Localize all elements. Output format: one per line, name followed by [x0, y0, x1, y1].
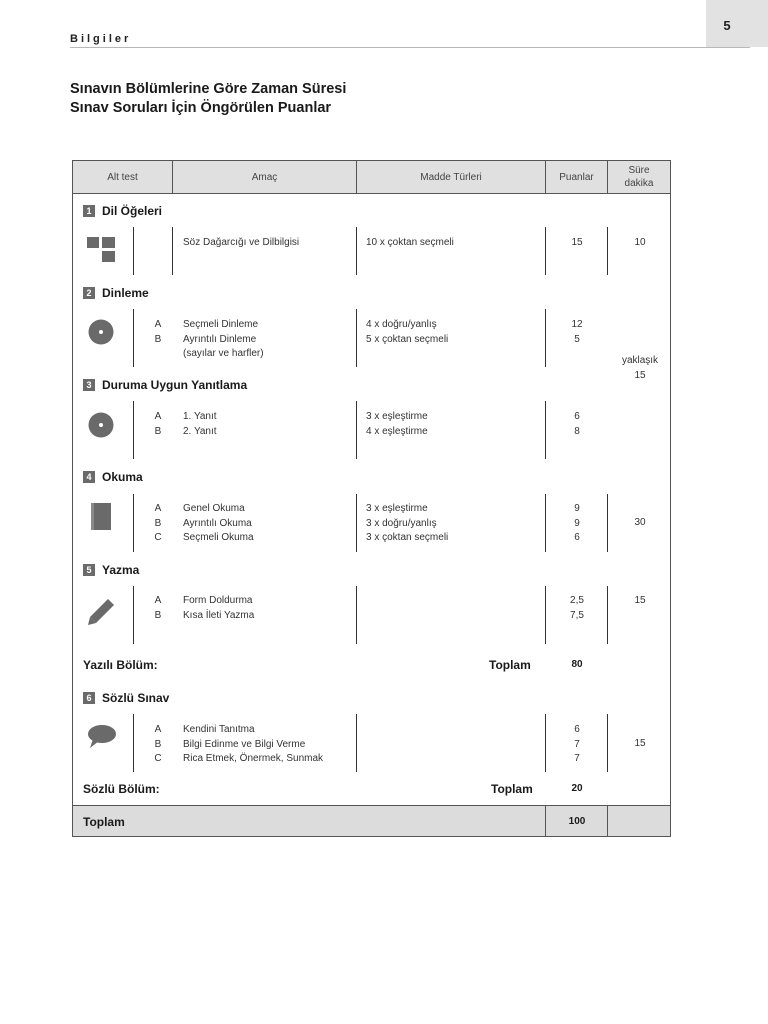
madde-list — [366, 318, 448, 347]
oral-total-value: 20 — [571, 783, 583, 794]
item-letters — [151, 723, 165, 767]
puan-list — [549, 410, 605, 439]
row-divider — [545, 401, 546, 459]
pencil-icon — [87, 597, 117, 627]
row-divider — [356, 586, 357, 644]
row-divider — [356, 309, 357, 367]
book-icon — [87, 502, 117, 532]
row-divider — [545, 227, 546, 275]
section-title: Okuma — [102, 470, 143, 484]
puan-value: 6 — [574, 724, 580, 735]
puan-value: 6 — [574, 532, 580, 543]
column-header-sure — [608, 161, 670, 193]
page-title-line-2: Sınav Soruları İçin Öngörülen Puanlar — [70, 100, 332, 116]
item-letter: B — [154, 738, 162, 750]
row-divider — [545, 714, 546, 772]
amac-item: Bilgi Edinme ve Bilgi Verme — [183, 738, 306, 750]
sure-value: 15 — [634, 595, 646, 606]
puan-list — [549, 318, 605, 347]
row-divider — [545, 586, 546, 644]
section-header: Bilgiler — [70, 33, 132, 45]
oral-section-label: Sözlü Bölüm: — [83, 782, 160, 796]
section-title: Yazma — [102, 563, 140, 577]
column-header-puanlar: Puanlar — [559, 171, 594, 183]
madde-list — [366, 502, 448, 546]
row-divider — [356, 227, 357, 275]
sure-value: 10 — [634, 237, 646, 248]
cd-icon — [87, 318, 117, 348]
madde-item: 3 x doğru/yanlış — [366, 517, 437, 529]
item-letters — [151, 410, 165, 439]
row-divider — [133, 227, 134, 275]
amac-item: Seçmeli Dinleme — [183, 319, 259, 330]
item-letter: C — [154, 532, 162, 543]
amac-item: Rica Etmek, Önermek, Sunmak — [183, 753, 324, 764]
amac-item: Form Doldurma — [183, 595, 253, 606]
column-header-alt-test: Alt test — [107, 171, 138, 183]
amac-item: Ayrıntılı Dinleme — [183, 333, 257, 345]
section-number-badge: 6 — [83, 692, 95, 704]
madde-item: 10 x çoktan seçmeli — [366, 237, 454, 248]
puan-list — [549, 502, 605, 546]
row-divider — [133, 714, 134, 772]
amac-list — [183, 502, 254, 546]
section-title-yazma — [83, 563, 139, 577]
page-title-line-1: Sınavın Bölümlerine Göre Zaman Süresi — [70, 81, 347, 97]
page-number: 5 — [723, 18, 731, 33]
table-header — [73, 161, 670, 194]
amac-item: Söz Dağarcığı ve Dilbilgisi — [183, 237, 300, 248]
amac-list — [183, 723, 323, 767]
row-divider — [607, 806, 608, 836]
row-divider — [356, 714, 357, 772]
puan-value: 7 — [574, 753, 580, 764]
section-title-duruma-uygun-yanitlama — [83, 378, 247, 392]
item-letters — [151, 318, 165, 347]
madde-item: 3 x eşleştirme — [366, 411, 428, 422]
section-title: Sözlü Sınav — [102, 691, 170, 705]
section-number-badge: 2 — [83, 287, 95, 299]
madde-item: 3 x çoktan seçmeli — [366, 532, 449, 543]
puan-value: 7,5 — [570, 609, 584, 621]
amac-item: Kısa İleti Yazma — [183, 609, 255, 621]
sure-listening-line-1: yaklaşık — [621, 355, 659, 366]
madde-list — [366, 410, 428, 439]
row-divider — [545, 494, 546, 552]
madde-item: 4 x eşleştirme — [366, 425, 428, 437]
item-letter: B — [154, 517, 162, 529]
written-section-label: Yazılı Bölüm: — [83, 658, 158, 672]
item-letter: B — [154, 609, 162, 621]
sure-value: 30 — [634, 517, 646, 528]
sure-listening-line-2: 15 — [634, 369, 646, 381]
item-letter: C — [154, 753, 162, 764]
section-title-dil-ogeleri — [83, 204, 162, 218]
speech-bubble-icon — [87, 723, 117, 753]
row-divider — [133, 309, 134, 367]
blocks-icon — [87, 234, 117, 264]
puan-value: 2,5 — [570, 595, 584, 606]
section-number-badge: 1 — [83, 205, 95, 217]
row-divider — [545, 806, 546, 836]
madde-item: 5 x çoktan seçmeli — [366, 333, 449, 345]
item-letter: B — [154, 333, 162, 345]
section-number-badge: 3 — [83, 379, 95, 391]
amac-item: 1. Yanıt — [183, 411, 217, 422]
section-number-badge: 5 — [83, 564, 95, 576]
amac-list — [183, 318, 264, 362]
row-divider — [133, 494, 134, 552]
amac-item: Genel Okuma — [183, 503, 245, 514]
cd-icon — [87, 411, 117, 441]
page-number-tab — [706, 0, 768, 47]
written-total-value: 80 — [571, 659, 583, 670]
puan-value: 8 — [574, 425, 580, 437]
row-divider — [607, 227, 608, 275]
row-divider — [607, 494, 608, 552]
header-divider — [70, 47, 750, 48]
amac-item: Ayrıntılı Okuma — [183, 517, 252, 529]
amac-item: (sayılar ve harfler) — [183, 348, 264, 359]
puan-value: 5 — [574, 333, 580, 345]
puan-list — [549, 723, 605, 767]
row-divider — [133, 401, 134, 459]
grand-total-row — [73, 805, 670, 836]
section-title: Dinleme — [102, 286, 149, 300]
row-divider — [356, 401, 357, 459]
amac-item: Seçmeli Okuma — [183, 532, 254, 543]
puan-value: 6 — [574, 411, 580, 422]
item-letters — [151, 594, 165, 623]
section-title: Dil Öğeleri — [102, 204, 163, 218]
madde-item: 4 x doğru/yanlış — [366, 319, 437, 330]
amac-item: Kendini Tanıtma — [183, 724, 255, 735]
column-header-amac: Amaç — [251, 171, 278, 183]
madde-item: 3 x eşleştirme — [366, 503, 428, 514]
column-header-sure-line-1: Süre — [628, 165, 650, 176]
section-title-dinleme — [83, 286, 149, 300]
puan-value: 12 — [571, 319, 583, 330]
row-divider — [607, 714, 608, 772]
item-letter: A — [154, 503, 162, 514]
row-divider — [133, 586, 134, 644]
item-letter: B — [154, 425, 162, 437]
amac-item: 2. Yanıt — [183, 425, 217, 437]
section-title-okuma — [83, 470, 143, 484]
amac-list — [183, 410, 217, 439]
item-letter: A — [154, 595, 162, 606]
column-header-sure-line-2: dakika — [624, 178, 654, 189]
written-total-label: Toplam — [489, 658, 531, 672]
puan-value: 9 — [574, 503, 580, 514]
row-divider — [172, 227, 173, 275]
column-header-madde: Madde Türleri — [420, 171, 482, 183]
row-divider — [356, 494, 357, 552]
amac-list — [183, 594, 254, 623]
section-title: Duruma Uygun Yanıtlama — [102, 378, 248, 392]
sure-listening — [610, 354, 670, 383]
section-number-badge: 4 — [83, 471, 95, 483]
grand-total-label: Toplam — [83, 815, 125, 829]
row-divider — [545, 309, 546, 367]
puan-value: 7 — [574, 738, 580, 750]
item-letter: A — [154, 411, 162, 422]
row-divider — [607, 586, 608, 644]
puan-value: 9 — [574, 517, 580, 529]
section-title-sozlu-sinav — [83, 691, 169, 705]
item-letter: A — [154, 724, 162, 735]
sure-value: 15 — [634, 738, 646, 749]
exam-table — [72, 160, 671, 837]
puan-list — [549, 594, 605, 623]
grand-total-value: 100 — [568, 816, 586, 827]
item-letters — [151, 502, 165, 546]
oral-total-label: Toplam — [491, 782, 533, 796]
item-letter: A — [154, 319, 162, 330]
puan-value: 15 — [571, 237, 583, 248]
page-titles — [70, 80, 346, 118]
